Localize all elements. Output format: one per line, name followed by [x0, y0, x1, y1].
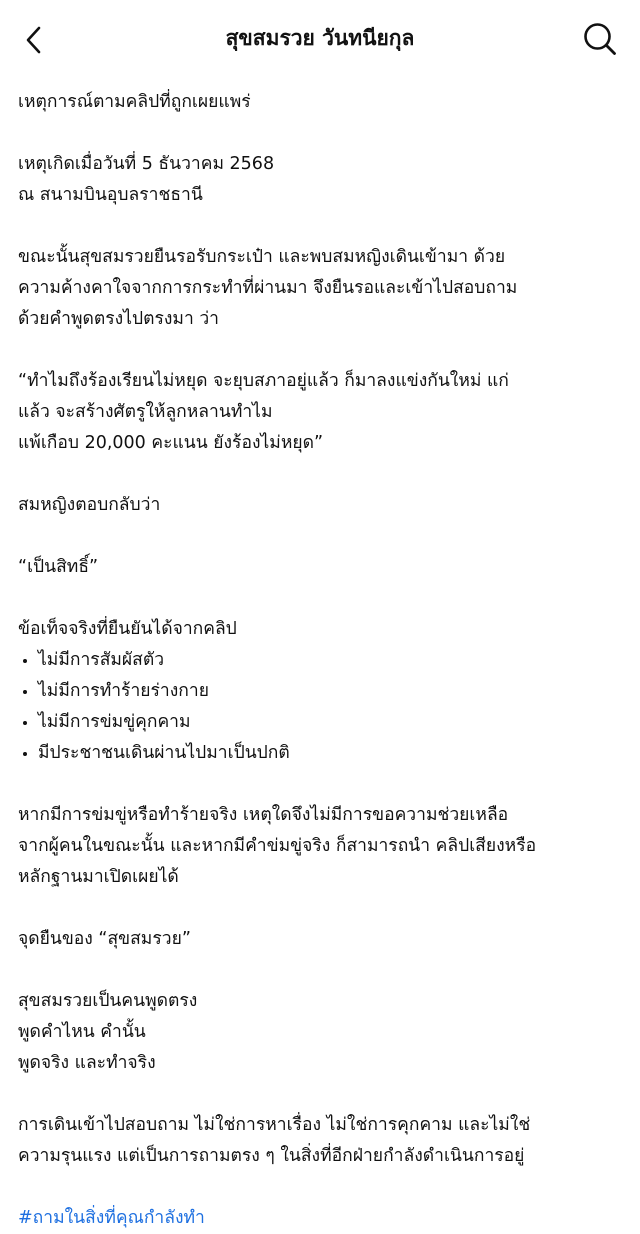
- context-line-2: ความค้างคาใจจากการกระทำที่ผ่านมา จึงยืนรอและเข้าไปสอบถาม: [18, 278, 518, 298]
- list-item: ไม่มีการสัมผัสตัว: [18, 645, 628, 676]
- search-icon: [582, 21, 618, 57]
- incident-location: ณ สนามบินอุบลราชธานี: [18, 185, 203, 205]
- stance-line-2: พูดคำไหน คำนั้น: [18, 1022, 146, 1042]
- hashtag-link[interactable]: #ถามในสิ่งที่คุณกำลังทำ: [18, 1208, 205, 1228]
- closing-line-2: ความรุนแรง แต่เป็นการถามตรง ๆ ในสิ่งที่อีกฝ่ายกำลังดำเนินการอยู่: [18, 1146, 525, 1166]
- stance-line-3: พูดจริง และทำจริง: [18, 1053, 156, 1073]
- reply-quote: “เป็นสิทธิ์”: [18, 557, 99, 577]
- facts-heading: ข้อเท็จจริงที่ยืนยันได้จากคลิป: [18, 619, 237, 639]
- incident-date: เหตุเกิดเมื่อวันที่ 5 ธันวาคม 2568: [18, 154, 275, 174]
- argument-line-1: หากมีการข่มขู่หรือทำร้ายจริง เหตุใดจึงไม่มีการขอความช่วยเหลือ: [18, 805, 509, 825]
- reply-intro: สมหญิงตอบกลับว่า: [18, 495, 161, 515]
- argument-line-2: จากผู้คนในขณะนั้น และหากมีคำข่มขู่จริง ก็สามารถนำ คลิปเสียงหรือ: [18, 836, 537, 856]
- post-body: [18, 87, 628, 1234]
- context-line-3: ด้วยคำพูดตรงไปตรงมา ว่า: [18, 309, 219, 329]
- quote-line-3: แพ้เกือบ 20,000 คะแนน ยังร้องไม่หยุด”: [18, 433, 324, 453]
- post-intro: เหตุการณ์ตามคลิปที่ถูกเผยแพร่: [18, 92, 251, 112]
- search-button[interactable]: [578, 17, 622, 61]
- chevron-left-icon: [23, 25, 45, 55]
- closing-line-1: การเดินเข้าไปสอบถาม ไม่ใช่การหาเรื่อง ไม่ใช่การคุกคาม และไม่ใช่: [18, 1115, 531, 1135]
- page-title: สุขสมรวย วันทนียกุล: [225, 26, 415, 50]
- stance-line-1: สุขสมรวยเป็นคนพูดตรง: [18, 991, 198, 1011]
- list-item: ไม่มีการข่มขู่คุกคาม: [18, 707, 628, 738]
- list-item: ไม่มีการทำร้ายร่างกาย: [18, 676, 628, 707]
- list-item: มีประชาชนเดินผ่านไปมาเป็นปกติ: [18, 738, 628, 769]
- context-line-1: ขณะนั้นสุขสมรวยยืนรอรับกระเป๋า และพบสมหญิงเดินเข้ามา ด้วย: [18, 247, 506, 267]
- top-bar: [0, 0, 640, 78]
- stance-heading: จุดยืนของ “สุขสมรวย”: [18, 929, 191, 949]
- back-button[interactable]: [14, 20, 54, 60]
- facts-list: [18, 645, 628, 769]
- argument-line-3: หลักฐานมาเปิดเผยได้: [18, 867, 179, 887]
- quote-line-1: “ทำไมถึงร้องเรียนไม่หยุด จะยุบสภาอยู่แล้ว ก็มาลงแข่งกันใหม่ แก่: [18, 371, 509, 391]
- quote-line-2: แล้ว จะสร้างศัตรูให้ลูกหลานทำไม: [18, 402, 273, 422]
